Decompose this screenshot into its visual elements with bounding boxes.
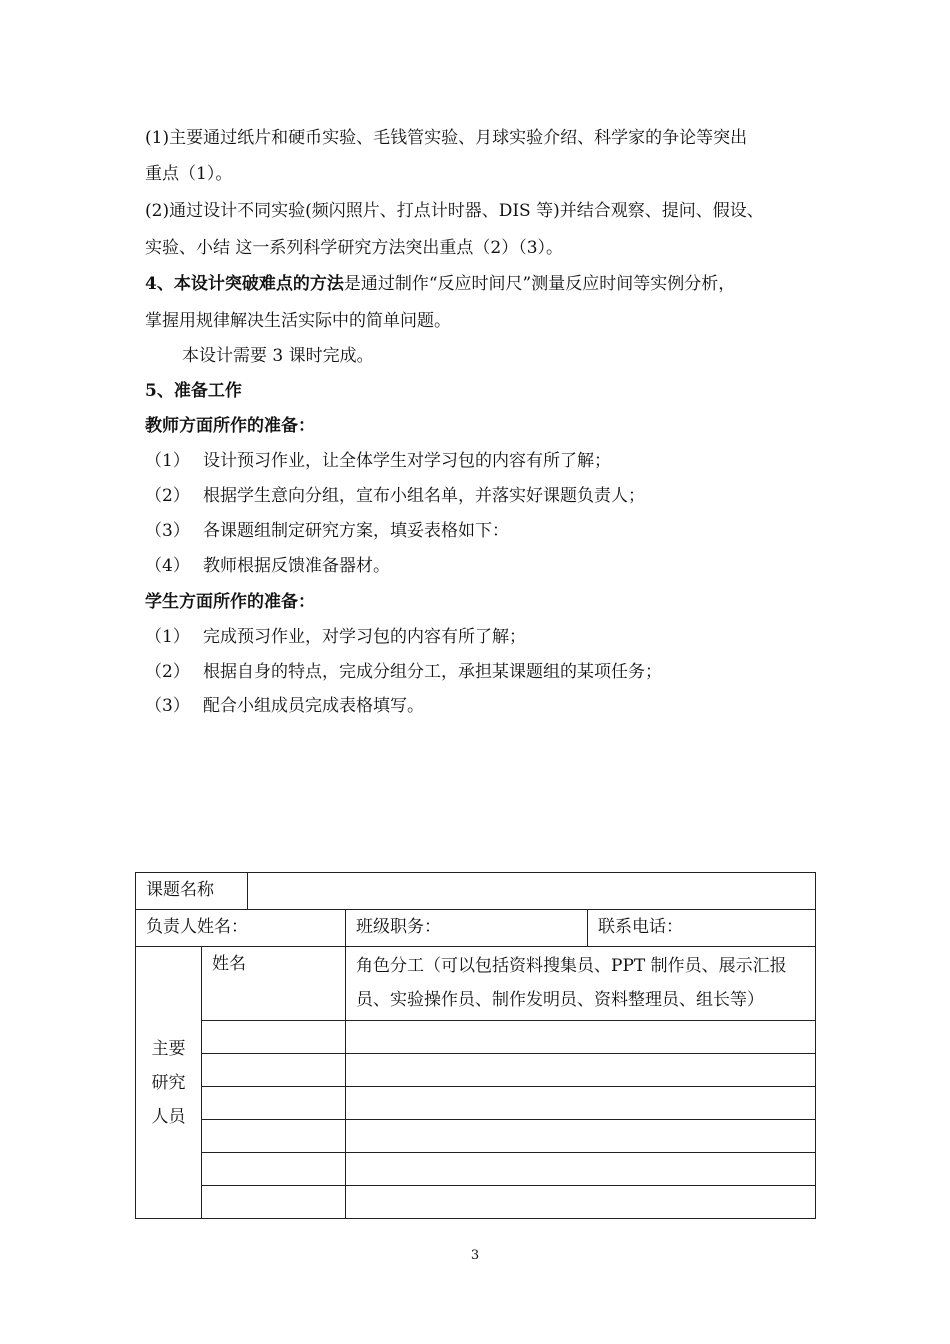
list-item: [145, 694, 424, 718]
item-text: 设计预习作业，让全体学生对学习包的内容有所了解；: [203, 451, 611, 471]
item-number: （2）: [145, 662, 190, 682]
role-header: 角色分工（可以包括资料搜集员、PPT 制作员、展示汇报员、实验操作员、制作发明员、资料整理员、组长等）: [346, 947, 816, 1021]
item-text: 根据学生意向分组，宣布小组名单，并落实好课题负责人；: [203, 486, 645, 506]
list-item: [145, 449, 611, 473]
item-text: 配合小组成员完成表格填写。: [203, 696, 424, 716]
item-text: 根据自身的特点，完成分组分工，承担某课题组的某项任务；: [203, 662, 662, 682]
member-name-cell[interactable]: [202, 1120, 346, 1153]
paragraph-line: 实验、小结 这一系列科学研究方法突出重点（2）（3）。: [145, 238, 564, 258]
class-duty-field[interactable]: 班级职务：: [346, 910, 588, 947]
member-role-cell[interactable]: [346, 1120, 816, 1153]
difficulty-heading: 4、本设计突破难点的方法: [145, 274, 344, 294]
name-header: 姓名: [202, 947, 346, 1021]
topic-name-label: 课题名称: [136, 873, 248, 910]
member-role-cell[interactable]: [346, 1054, 816, 1087]
member-role-cell[interactable]: [346, 1021, 816, 1054]
list-item: [145, 484, 645, 508]
list-item: [145, 625, 526, 649]
item-number: （4）: [145, 556, 190, 576]
member-name-cell[interactable]: [202, 1087, 346, 1120]
member-role-cell[interactable]: [346, 1186, 816, 1219]
item-number: （3）: [145, 521, 190, 541]
topic-name-field[interactable]: [248, 873, 816, 910]
teacher-heading: 教师方面所作的准备：: [145, 416, 315, 436]
page-number: 3: [470, 1248, 480, 1263]
item-number: （2）: [145, 486, 190, 506]
member-role-cell[interactable]: [346, 1153, 816, 1186]
item-number: （3）: [145, 696, 190, 716]
members-label-line: 人员: [151, 1106, 186, 1127]
difficulty-text: 是通过制作“反应时间尺”测量反应时间等实例分析，: [343, 274, 736, 294]
item-number: （1）: [145, 451, 190, 471]
research-group-form-table: [135, 872, 816, 1219]
member-name-cell[interactable]: [202, 1021, 346, 1054]
phone-field[interactable]: 联系电话：: [588, 910, 816, 947]
member-role-cell[interactable]: [346, 1087, 816, 1120]
paragraph-line: [145, 272, 735, 296]
paragraph-line: 重点（1）。: [145, 164, 233, 184]
student-heading: 学生方面所作的准备：: [145, 592, 315, 612]
members-label-line: 主要: [151, 1038, 186, 1059]
list-item: [145, 660, 662, 684]
paragraph-line: 掌握用规律解决生活实际中的简单问题。: [145, 311, 451, 331]
list-item: [145, 554, 390, 578]
item-number: （1）: [145, 627, 190, 647]
members-label-cell: [136, 947, 202, 1219]
section-heading: 5、准备工作: [145, 381, 242, 401]
member-name-cell[interactable]: [202, 1153, 346, 1186]
paragraph-line: (1)主要通过纸片和硬币实验、毛钱管实验、月球实验介绍、科学家的争论等突出: [145, 128, 748, 148]
member-name-cell[interactable]: [202, 1186, 346, 1219]
paragraph-line: 本设计需要 3 课时完成。: [182, 346, 374, 366]
leader-name-field[interactable]: 负责人姓名：: [136, 910, 346, 947]
members-label-line: 研究: [151, 1072, 186, 1093]
paragraph-line: (2)通过设计不同实验(频闪照片、打点计时器、DIS 等)并结合观察、提问、假设、: [145, 201, 764, 221]
item-text: 教师根据反馈准备器材。: [203, 556, 390, 576]
item-text: 各课题组制定研究方案，填妥表格如下：: [203, 521, 509, 541]
item-text: 完成预习作业，对学习包的内容有所了解；: [203, 627, 526, 647]
list-item: [145, 519, 509, 543]
member-name-cell[interactable]: [202, 1054, 346, 1087]
